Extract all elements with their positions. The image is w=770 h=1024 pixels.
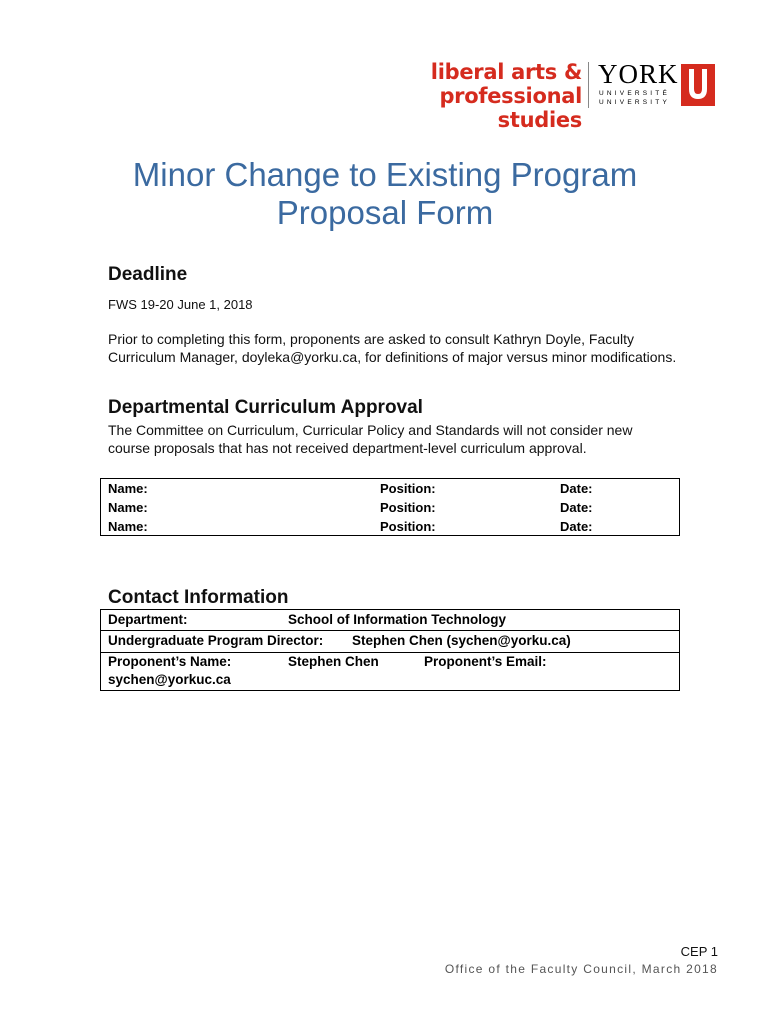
approval-position-field[interactable]: Position: <box>380 519 436 534</box>
approval-name-field[interactable]: Name: <box>108 481 148 496</box>
director-label: Undergraduate Program Director: <box>108 633 324 648</box>
approval-date-field[interactable]: Date: <box>560 500 593 515</box>
logo-faculty-name <box>378 60 584 132</box>
contact-table <box>100 609 680 691</box>
department-value[interactable]: School of Information Technology <box>288 612 506 627</box>
deadline-note-line2: Curriculum Manager, doyleka@yorku.ca, for definitions of major versus minor modifications. <box>108 349 677 365</box>
logo-divider <box>588 62 589 108</box>
title-line1: Minor Change to Existing Program <box>132 156 638 193</box>
proponent-name-label: Proponent’s Name: <box>108 654 232 669</box>
approval-heading: Departmental Curriculum Approval <box>108 397 423 418</box>
logo-faculty-line2: professional studies <box>439 84 582 132</box>
deadline-date: FWS 19-20 June 1, 2018 <box>108 297 253 312</box>
deadline-note-line1: Prior to completing this form, proponents are asked to consult Kathryn Doyle, Faculty <box>108 331 635 347</box>
approval-desc-line2: course proposals that has not received department-level curriculum approval. <box>108 440 587 456</box>
contact-row-department <box>101 610 679 631</box>
approval-row <box>101 498 679 517</box>
department-label: Department: <box>108 612 188 627</box>
faculty-logo <box>378 59 718 132</box>
page-title <box>0 156 770 232</box>
york-u-logo-icon <box>681 64 715 106</box>
page-code: CEP 1 <box>680 944 718 959</box>
approval-position-field[interactable]: Position: <box>380 500 436 515</box>
proponent-name-value[interactable]: Stephen Chen <box>288 654 379 669</box>
proponent-email-value[interactable]: sychen@yorkuc.ca <box>108 672 231 687</box>
approval-name-field[interactable]: Name: <box>108 500 148 515</box>
approval-date-field[interactable]: Date: <box>560 519 593 534</box>
approval-row <box>101 479 679 498</box>
logo-york-wordmark: YORK <box>598 59 679 89</box>
logo-faculty-line1: liberal arts & <box>430 60 582 84</box>
contact-heading: Contact Information <box>108 587 289 608</box>
approval-row <box>101 517 679 536</box>
title-line2: Proposal Form <box>276 194 494 231</box>
director-value[interactable]: Stephen Chen (sychen@yorku.ca) <box>352 633 571 648</box>
contact-row-proponent <box>101 653 679 690</box>
contact-row-director <box>101 631 679 653</box>
approval-table <box>100 478 680 536</box>
proponent-email-label: Proponent’s Email: <box>424 654 547 669</box>
approval-name-field[interactable]: Name: <box>108 519 148 534</box>
deadline-heading: Deadline <box>108 264 188 285</box>
footer-office: Office of the Faculty Council, March 2018 <box>444 962 718 976</box>
logo-universite: UNIVERSITÉ <box>599 90 671 97</box>
approval-date-field[interactable]: Date: <box>560 481 593 496</box>
approval-desc-line1: The Committee on Curriculum, Curricular Policy and Standards will not consider new <box>108 422 633 438</box>
logo-university: UNIVERSITY <box>599 99 671 106</box>
approval-position-field[interactable]: Position: <box>380 481 436 496</box>
